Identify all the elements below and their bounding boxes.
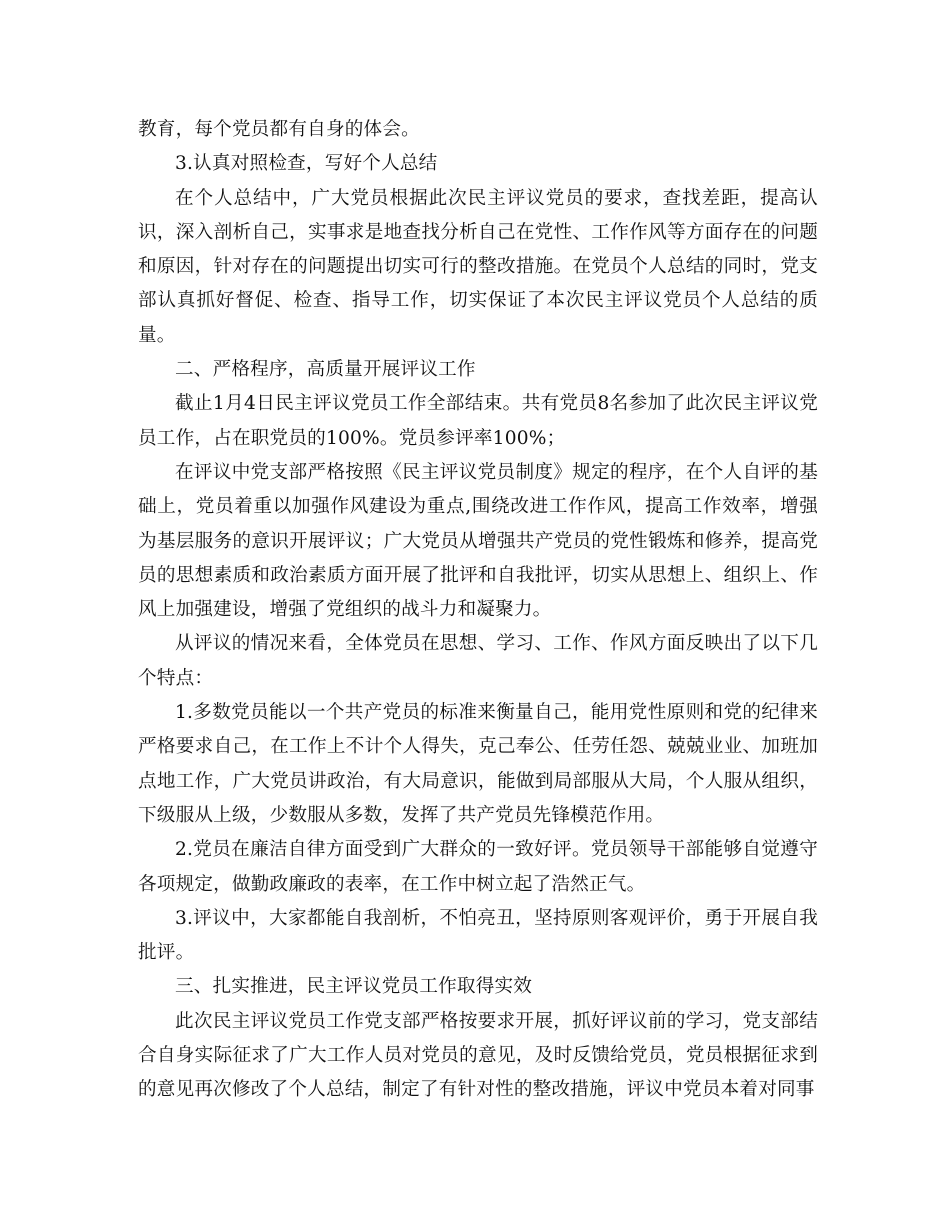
list-item-3: 3.评议中，大家都能自我剖析，不怕亮丑，坚持原则客观评价，勇于开展自我批评。 xyxy=(138,907,818,964)
list-item-1: 1.多数党员能以一个共产党员的标准来衡量自己，能用党性原则和党的纪律来严格要求自己，在工作上不计个人得失，克己奉公、任劳任怨、兢兢业业、加班加点地工作，广大党员讲政治，有大局意识，能做到局部服从大局，个人服从组织，下级服从上级，少数服从多数，发挥了共产党员先锋模范作用。 xyxy=(138,702,818,826)
subheading-3: 3.认真对照检查，写好个人总结 xyxy=(175,153,438,175)
paragraph-results: 此次民主评议党员工作党支部严格按要求开展，抓好评议前的学习，党支部结合自身实际征求了广大工作人员对党员的意见，及时反馈给党员，党员根据征求到的意见再次修改了个人总结，制定了有针对性的整改措施，评议中党员本着对同事 xyxy=(138,1010,818,1101)
body-text xyxy=(138,113,818,1108)
paragraph-continuation: 教育，每个党员都有自身的体会。 xyxy=(138,119,420,140)
paragraph-procedure: 在评议中党支部严格按照《民主评议党员制度》规定的程序，在个人自评的基础上，党员着重以加强作风建设为重点,围绕改进工作作风，提高工作效率，增强为基层服务的意识开展评议；广大党员从增强共产党员的党性锻炼和修养，提高党员的思想素质和政治素质方面开展了批评和自我批评，切实从思想上、组织上、作风上加强建设，增强了党组织的战斗力和凝聚力。 xyxy=(138,461,818,621)
paragraph-personal-summary: 在个人总结中，广大党员根据此次民主评议党员的要求，查找差距，提高认识，深入剖析自己，实事求是地查找分析自己在党性、工作作风等方面存在的问题和原因，针对存在的问题提出切实可行的整改措施。在党员个人总结的同时，党支部认真抓好督促、检查、指导工作，切实保证了本次民主评议党员个人总结的质量。 xyxy=(138,187,818,346)
list-item-2: 2.党员在廉洁自律方面受到广大群众的一致好评。党员领导干部能够自觉遵守各项规定，做勤政廉政的表率，在工作中树立起了浩然正气。 xyxy=(138,839,818,895)
paragraph-characteristics-intro: 从评议的情况来看，全体党员在思想、学习、工作、作风方面反映出了以下几个特点： xyxy=(138,633,818,689)
section-heading-2: 二、严格程序，高质量开展评议工作 xyxy=(175,359,476,381)
paragraph-participation: 截止1月4日民主评议党员工作全部结束。共有党员8名参加了此次民主评议党员工作，占在职党员的100%。党员参评率100%； xyxy=(138,393,818,449)
section-heading-3: 三、扎实推进，民主评议党员工作取得实效 xyxy=(175,976,533,998)
